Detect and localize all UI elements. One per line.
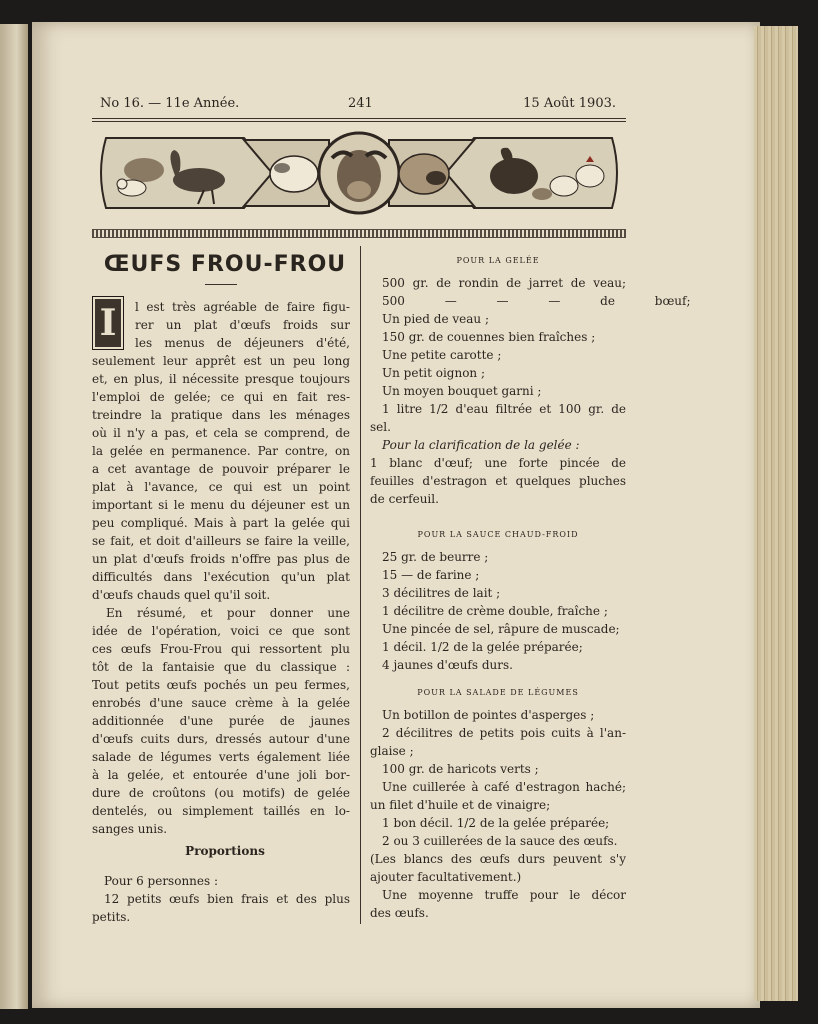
text-line: 1 décilitre de crème double, fraîche ; bbox=[382, 604, 608, 618]
text-line: 1 blanc d'œuf; une forte pincée de bbox=[370, 456, 626, 470]
text-line: sanges unis. bbox=[92, 822, 168, 836]
text-line: 1 bon décil. 1/2 de la gelée préparée; bbox=[382, 816, 610, 830]
text-line: l est très agréable de faire figu- bbox=[135, 300, 350, 314]
text-line: se fait, et doit d'ailleurs se faire la veille, bbox=[92, 534, 350, 548]
facing-page-edge bbox=[0, 24, 28, 1009]
sauce-ingredients bbox=[370, 548, 626, 674]
text-line: salade de légumes verts également liée bbox=[92, 750, 350, 764]
intro-paragraph bbox=[92, 352, 350, 838]
text-line: 12 petits œufs bien frais et des plus bbox=[104, 892, 350, 906]
text-line: important si le menu du déjeuner est un bbox=[92, 498, 350, 512]
text-line: En résumé, et pour donner une bbox=[106, 606, 350, 620]
text-line: 4 jaunes d'œufs durs. bbox=[382, 658, 513, 672]
page-stack-edge bbox=[754, 26, 798, 1001]
text-line: Un moyen bouquet garni ; bbox=[382, 384, 542, 398]
text-line: dentelés, ou simplement taillés en lo- bbox=[92, 804, 350, 818]
proportions-paragraph bbox=[92, 872, 350, 926]
text-line: 500 gr. de rondin de jarret de veau; bbox=[382, 276, 626, 290]
gelee-heading: POUR LA GELÉE bbox=[456, 256, 540, 265]
text-line: Une cuillerée à café d'estragon haché; bbox=[382, 780, 626, 794]
article-title: ŒUFS FROU-FROU bbox=[103, 252, 347, 277]
farm-animals-banner-illustration bbox=[94, 130, 624, 216]
text-line: ajouter facultativement.) bbox=[370, 870, 522, 884]
text-line: idée de l'opération, voici ce que sont bbox=[92, 624, 350, 638]
text-line: de cerfeuil. bbox=[370, 492, 439, 506]
text-line: Tout petits œufs pochés un peu fermes, bbox=[92, 678, 350, 692]
text-line: additionnée d'une purée de jaunes bbox=[92, 714, 350, 728]
text-line: difficultés dans l'exécution qu'un plat bbox=[92, 570, 350, 584]
dropcap-letter: I bbox=[99, 302, 117, 344]
text-line: glaise ; bbox=[370, 744, 414, 758]
sauce-heading: POUR LA SAUCE CHAUD-FROID bbox=[417, 530, 579, 539]
text-line: Une petite carotte ; bbox=[382, 348, 502, 362]
text-line: a cet avantage de pouvoir préparer le bbox=[92, 462, 350, 476]
text-line: 1 litre 1/2 d'eau filtrée et 100 gr. de bbox=[382, 402, 626, 416]
text-line: un filet d'huile et de vinaigre; bbox=[370, 798, 551, 812]
text-line: 2 décilitres de petits pois cuits à l'an- bbox=[382, 726, 626, 740]
page-number: 241 bbox=[348, 96, 373, 111]
gelee-ingredients bbox=[370, 274, 691, 508]
column-divider bbox=[360, 246, 361, 924]
text-line: la gelée en permanence. Par contre, on bbox=[92, 444, 350, 458]
text-line: 500 — — — de bœuf; bbox=[382, 294, 691, 308]
text-line: des œufs. bbox=[370, 906, 429, 920]
issue-date: 15 Août 1903. bbox=[523, 96, 616, 111]
text-line: où il n'y a pas, et cela se comprend, de bbox=[92, 426, 350, 440]
text-line: rer un plat d'œufs froids sur bbox=[135, 318, 350, 332]
text-line: d'œufs cuits durs, dressés autour d'une bbox=[92, 732, 350, 746]
text-line: les menus de déjeuners d'été, bbox=[135, 336, 350, 350]
text-line: à la gelée, et entourée d'une joli bor- bbox=[92, 768, 350, 782]
text-line: treindre la pratique dans les ménages bbox=[92, 408, 350, 422]
text-line: Pour 6 personnes : bbox=[104, 874, 219, 888]
text-line: plat à l'avance, ce qui est un point bbox=[92, 480, 350, 494]
intro-paragraph-top bbox=[135, 298, 350, 352]
text-line: dure de croûtons (ou motifs) de gelée bbox=[92, 786, 350, 800]
text-line: 3 décilitres de lait ; bbox=[382, 586, 501, 600]
text-line: 1 décil. 1/2 de la gelée préparée; bbox=[382, 640, 583, 654]
text-line: l'emploi de gelée; ce qui en fait res- bbox=[92, 390, 350, 404]
text-line: feuilles d'estragon et quelques pluches bbox=[370, 474, 626, 488]
text-line: d'œufs chauds quel qu'il soit. bbox=[92, 588, 271, 602]
text-line: 2 ou 3 cuillerées de la sauce des œufs. bbox=[382, 834, 618, 848]
text-line: 150 gr. de couennes bien fraîches ; bbox=[382, 330, 596, 344]
text-line: seulement leur apprêt est un peu long bbox=[92, 354, 350, 368]
clarification-title: Pour la clarification de la gelée : bbox=[382, 438, 580, 452]
text-line: tôt de la fantaisie que du classique : bbox=[92, 660, 350, 674]
text-line: 25 gr. de beurre ; bbox=[382, 550, 489, 564]
text-line: Un botillon de pointes d'asperges ; bbox=[382, 708, 595, 722]
dropcap-ornament bbox=[92, 296, 124, 350]
header-rule-double bbox=[92, 121, 626, 122]
text-line: Une pincée de sel, râpure de muscade; bbox=[382, 622, 620, 636]
text-line: enrobés d'une sauce crème à la gelée bbox=[92, 696, 350, 710]
salade-ingredients bbox=[370, 706, 626, 922]
text-line: petits. bbox=[92, 910, 131, 924]
proportions-title: Proportions bbox=[185, 844, 265, 858]
text-line: Un petit oignon ; bbox=[382, 366, 486, 380]
text-line: Une moyenne truffe pour le décor bbox=[382, 888, 626, 902]
running-header bbox=[100, 96, 616, 116]
text-line: et, en plus, il nécessite presque toujours bbox=[92, 372, 350, 386]
header-rule bbox=[92, 118, 626, 119]
text-line: sel. bbox=[370, 420, 391, 434]
issue-label: No 16. — 11e Année. bbox=[100, 96, 240, 111]
text-line: 100 gr. de haricots verts ; bbox=[382, 762, 539, 776]
text-line: Un pied de veau ; bbox=[382, 312, 489, 326]
text-line: 15 — de farine ; bbox=[382, 568, 480, 582]
text-line: un plat d'œufs froids n'offre pas plus de bbox=[92, 552, 350, 566]
decorative-border bbox=[92, 229, 626, 238]
title-rule bbox=[205, 284, 237, 285]
text-line: peu compliqué. Mais à part la gelée qui bbox=[92, 516, 350, 530]
salade-heading: POUR LA SALADE DE LÉGUMES bbox=[417, 688, 579, 697]
text-line: ces œufs Frou-Frou qui ressortent plu bbox=[92, 642, 350, 656]
text-line: (Les blancs des œufs durs peuvent s'y bbox=[370, 852, 626, 866]
